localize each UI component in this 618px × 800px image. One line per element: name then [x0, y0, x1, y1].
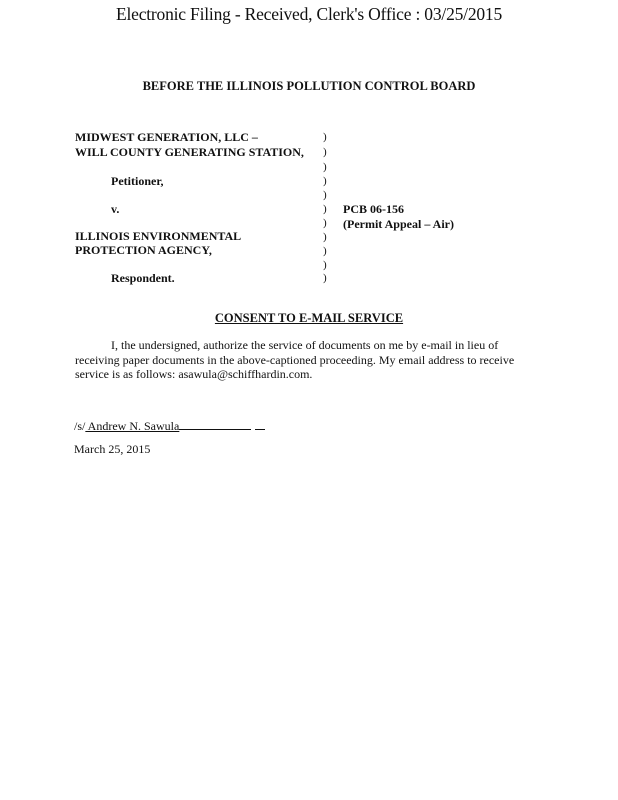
filing-stamp: Electronic Filing - Received, Clerk's Office : 03/25/2015 — [115, 4, 503, 24]
caption-paren: ) — [323, 272, 327, 284]
case-type: (Permit Appeal – Air) — [343, 217, 454, 231]
caption-paren: ) — [323, 146, 327, 158]
caption-paren: ) — [323, 231, 327, 243]
caption-paren: ) — [323, 245, 327, 257]
caption-versus: v. — [111, 202, 120, 216]
signature-underline-tail — [255, 418, 265, 430]
signature-name: Andrew N. Sawula — [85, 419, 180, 433]
signature-line — [74, 418, 265, 434]
caption-paren: ) — [323, 131, 327, 143]
signature-date: March 25, 2015 — [74, 442, 151, 456]
consent-title: CONSENT TO E-MAIL SERVICE — [214, 311, 404, 325]
signature-underline — [179, 418, 251, 430]
caption-respondent-line1: ILLINOIS ENVIRONMENTAL — [75, 229, 242, 243]
caption-respondent-line2: PROTECTION AGENCY, — [75, 243, 212, 257]
case-number: PCB 06-156 — [343, 202, 404, 216]
caption-petitioner-line2: WILL COUNTY GENERATING STATION, — [75, 145, 304, 159]
caption-respondent-role: Respondent. — [111, 271, 175, 285]
consent-body: I, the undersigned, authorize the service of documents on me by e-mail in lieu of receiving paper documents in the above-captioned proceeding. My email address to receive service is as follows: asawula@schiffhardin.com. — [75, 338, 515, 381]
caption-paren: ) — [323, 189, 327, 201]
signature-prefix: /s/ — [74, 419, 86, 433]
caption-petitioner-role: Petitioner, — [111, 174, 164, 188]
caption-paren: ) — [323, 161, 327, 173]
board-title: BEFORE THE ILLINOIS POLLUTION CONTROL BOARD — [142, 79, 476, 93]
caption-paren: ) — [323, 259, 327, 271]
caption-petitioner-line1: MIDWEST GENERATION, LLC – — [75, 130, 258, 144]
caption-paren: ) — [323, 217, 327, 229]
caption-paren: ) — [323, 175, 327, 187]
caption-paren: ) — [323, 203, 327, 215]
